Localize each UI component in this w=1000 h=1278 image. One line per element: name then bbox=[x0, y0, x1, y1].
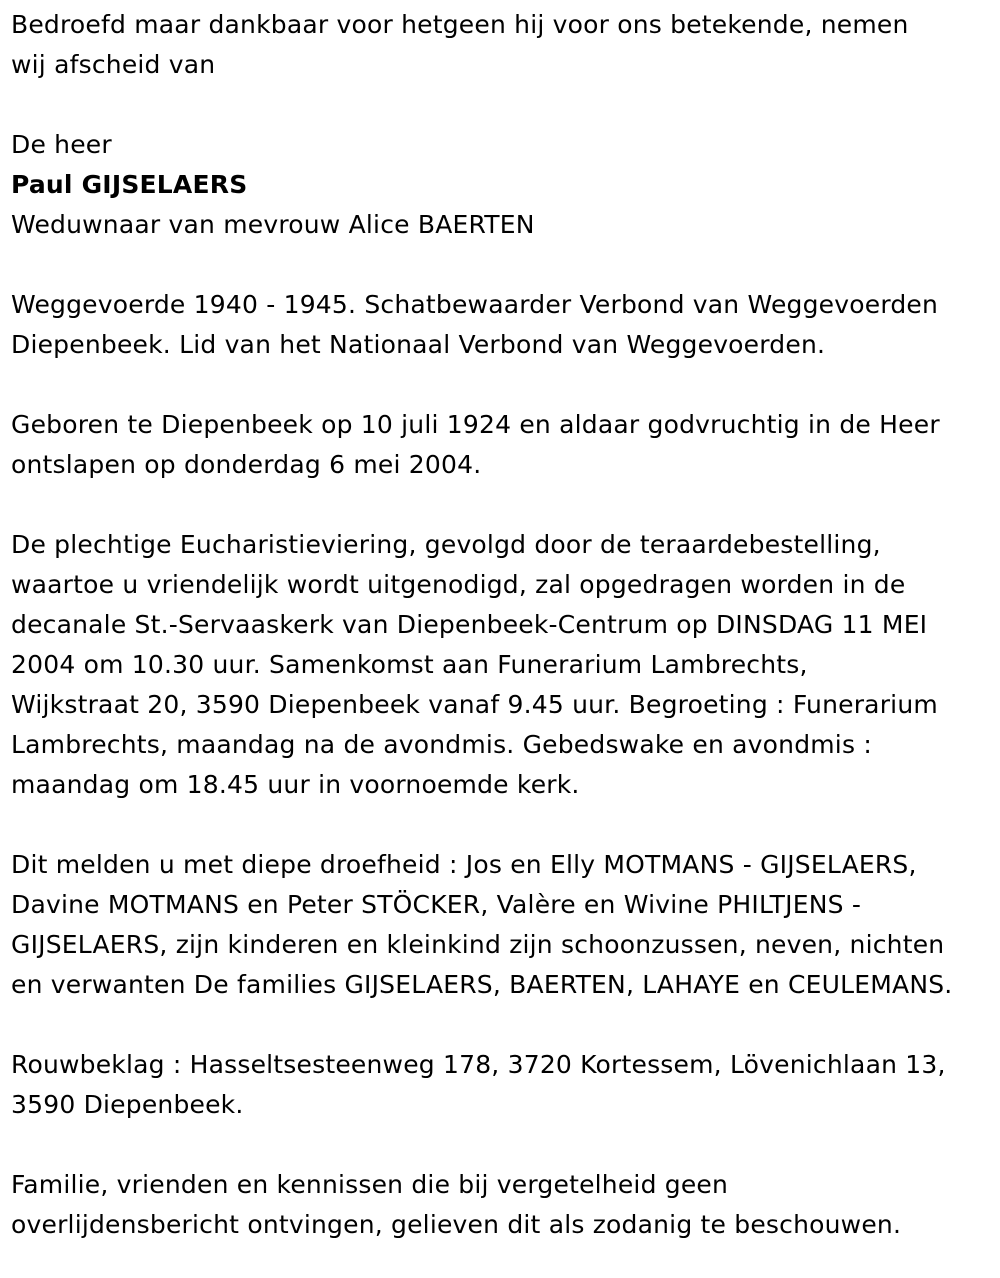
birth-death-line: Geboren te Diepenbeek op 10 juli 1924 en aldaar godvruchtig in de Heer bbox=[11, 410, 940, 439]
condolence-line: 3590 Diepenbeek. bbox=[11, 1090, 244, 1119]
paragraph-gap bbox=[11, 485, 990, 525]
ceremony-line: 2004 om 10.30 uur. Samenkomst aan Funerarium Lambrechts, bbox=[11, 650, 808, 679]
paragraph-gap bbox=[11, 1125, 990, 1165]
ceremony-line: Lambrechts, maandag na de avondmis. Gebedswake en avondmis : bbox=[11, 730, 872, 759]
birth-death-line: ontslapen op donderdag 6 mei 2004. bbox=[11, 450, 482, 479]
ceremony-line: decanale St.-Servaaskerk van Diepenbeek-Centrum op DINSDAG 11 MEI bbox=[11, 610, 928, 639]
bio-paragraph bbox=[11, 285, 990, 365]
bio-line: Weggevoerde 1940 - 1945. Schatbewaarder Verbond van Weggevoerden bbox=[11, 290, 939, 319]
closing-paragraph bbox=[11, 1165, 990, 1245]
family-line: GIJSELAERS, zijn kinderen en kleinkind zijn schoonzussen, neven, nichten bbox=[11, 930, 945, 959]
spouse-line: Weduwnaar van mevrouw Alice BAERTEN bbox=[11, 210, 535, 239]
family-line: Davine MOTMANS en Peter STÖCKER, Valère en Wivine PHILTJENS - bbox=[11, 890, 862, 919]
paragraph-gap bbox=[11, 805, 990, 845]
paragraph-gap bbox=[11, 245, 990, 285]
condolence-paragraph bbox=[11, 1045, 990, 1125]
intro-line: Bedroefd maar dankbaar voor hetgeen hij voor ons betekende, nemen bbox=[11, 10, 909, 39]
ceremony-line: Wijkstraat 20, 3590 Diepenbeek vanaf 9.45 uur. Begroeting : Funerarium bbox=[11, 690, 938, 719]
bio-line: Diepenbeek. Lid van het Nationaal Verbond van Weggevoerden. bbox=[11, 330, 826, 359]
paragraph-gap bbox=[11, 365, 990, 405]
paragraph-gap bbox=[11, 1005, 990, 1045]
intro-line: wij afscheid van bbox=[11, 50, 216, 79]
condolence-line: Rouwbeklag : Hasseltsesteenweg 178, 3720 Kortessem, Lövenichlaan 13, bbox=[11, 1050, 946, 1079]
birth-death-paragraph bbox=[11, 405, 990, 485]
ceremony-paragraph bbox=[11, 525, 990, 805]
closing-line: overlijdensbericht ontvingen, gelieven dit als zodanig te beschouwen. bbox=[11, 1210, 902, 1239]
closing-line: Familie, vrienden en kennissen die bij vergetelheid geen bbox=[11, 1170, 729, 1199]
ceremony-line: maandag om 18.45 uur in voornoemde kerk. bbox=[11, 770, 580, 799]
paragraph-gap bbox=[11, 85, 990, 125]
family-line: Dit melden u met diepe droefheid : Jos en Elly MOTMANS - GIJSELAERS, bbox=[11, 850, 917, 879]
deceased-name: Paul GIJSELAERS bbox=[11, 170, 248, 199]
family-line: en verwanten De families GIJSELAERS, BAERTEN, LAHAYE en CEULEMANS. bbox=[11, 970, 953, 999]
salutation: De heer bbox=[11, 130, 112, 159]
intro-paragraph bbox=[11, 5, 990, 85]
deceased-block bbox=[11, 125, 990, 245]
ceremony-line: waartoe u vriendelijk wordt uitgenodigd, zal opgedragen worden in de bbox=[11, 570, 906, 599]
ceremony-line: De plechtige Eucharistieviering, gevolgd door de teraardebestelling, bbox=[11, 530, 881, 559]
family-paragraph bbox=[11, 845, 990, 1005]
